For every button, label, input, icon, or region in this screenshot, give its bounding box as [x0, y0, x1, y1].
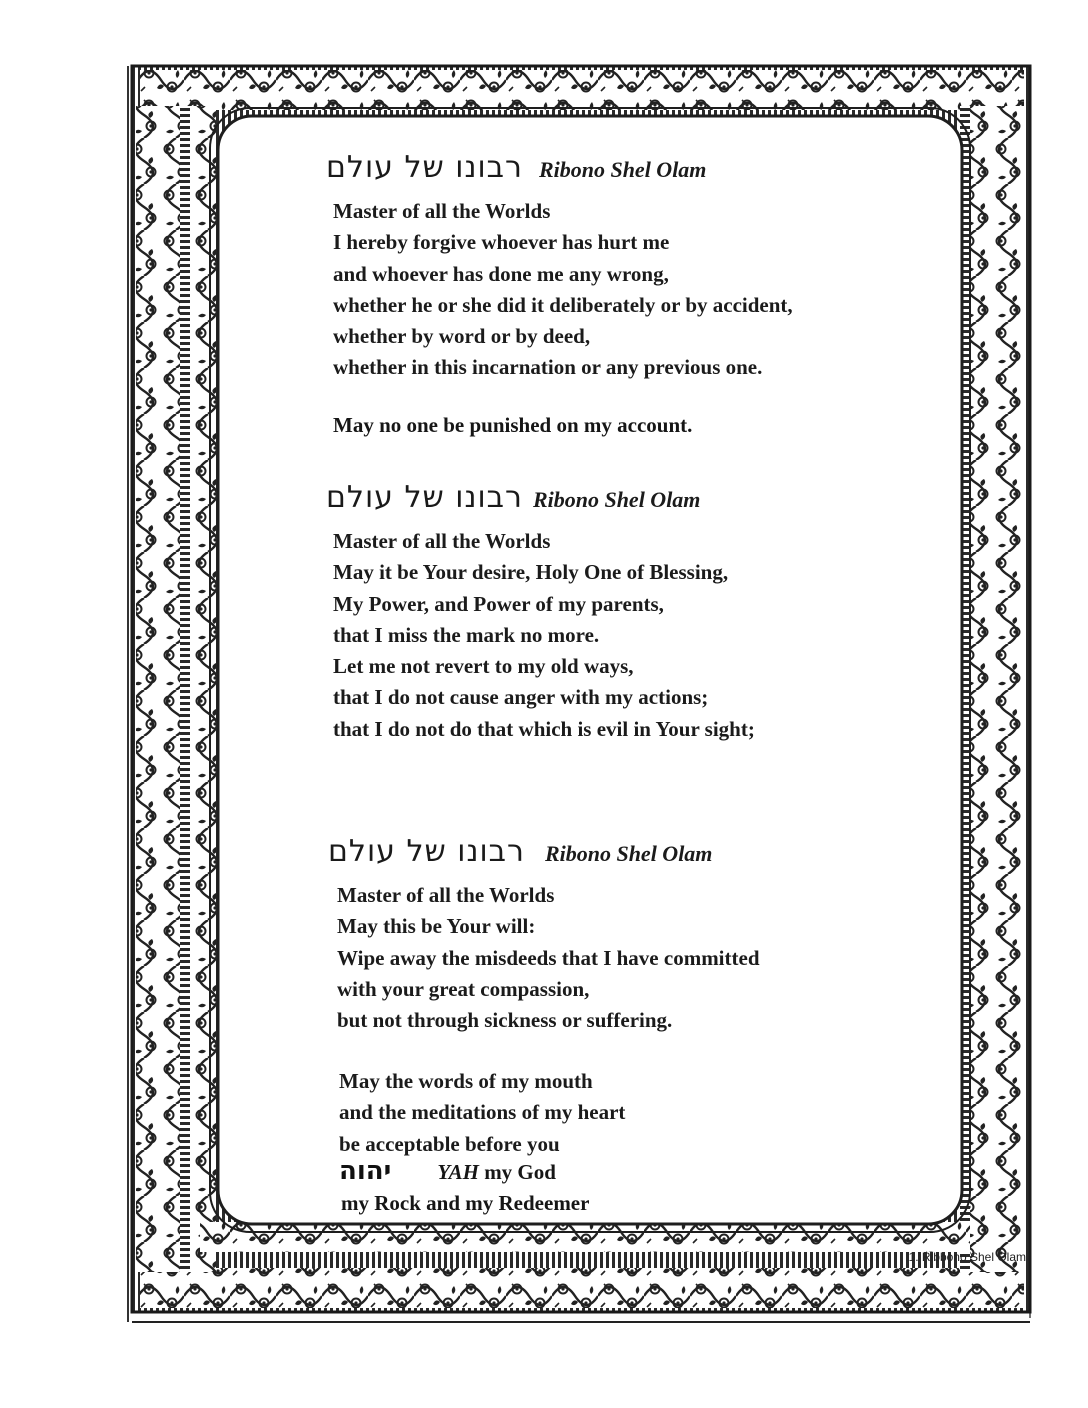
prayer-1-line: whether he or she did it deliberately or by accident, [333, 292, 793, 317]
prayer-1-transliteration: Ribono Shel Olam [538, 157, 707, 182]
prayer-1-line: whether in this incarnation or any previous one. [333, 355, 763, 380]
prayer-3-line: Wipe away the misdeeds that I have committed [337, 945, 760, 970]
prayer-3-line: May this be Your will: [337, 914, 536, 939]
page-footer: 1. Ribbono Shel Olam [908, 1250, 1026, 1264]
prayer-2-hebrew-title: רבונו של עולם [326, 480, 523, 515]
prayer-3-closing-line: and the meditations of my heart [339, 1100, 626, 1125]
prayer-1-line: and whoever has done me any wrong, [333, 261, 669, 286]
prayer-3-line: but not through sickness or suffering. [337, 1008, 673, 1033]
prayer-2-stanza [333, 526, 755, 745]
prayer-3-line: Master of all the Worlds [337, 883, 555, 907]
prayer-3-hebrew-title: רבונו של עולם [328, 834, 525, 869]
prayer-1-closing: May no one be punished on my account. [333, 413, 693, 437]
prayer-2-transliteration: Ribono Shel Olam [532, 487, 701, 512]
prayer-1-stanza [333, 196, 793, 384]
prayer-1-line: whether by word or by deed, [333, 324, 591, 349]
prayer-2-line: that I do not do that which is evil in Your sight; [333, 716, 755, 741]
prayer-3-closing-line: May the words of my mouth [339, 1069, 593, 1093]
yah-suffix: my God [478, 1160, 556, 1184]
prayer-3-closing-stanza [339, 1066, 625, 1160]
divine-name-latin [437, 1160, 556, 1185]
divine-name-row [339, 1156, 556, 1186]
prayer-3-final-line: my Rock and my Redeemer [341, 1191, 590, 1215]
prayer-3-line: with your great compassion, [337, 976, 590, 1001]
prayer-3-transliteration: Ribono Shel Olam [544, 841, 713, 866]
prayer-2-heading [326, 480, 700, 515]
prayer-3-closing-line: be acceptable before you [339, 1131, 560, 1156]
prayer-3-stanza [337, 880, 760, 1036]
prayer-2-line: Master of all the Worlds [333, 529, 551, 553]
prayer-2-line: May it be Your desire, Holy One of Blessing, [333, 560, 729, 585]
prayer-2-line: that I miss the mark no more. [333, 622, 600, 647]
prayer-1-heading [326, 150, 706, 185]
yah-word: YAH [437, 1160, 479, 1184]
prayer-2-line: that I do not cause anger with my actions; [333, 685, 709, 710]
prayer-2-line: My Power, and Power of my parents, [333, 591, 664, 616]
prayer-2-line: Let me not revert to my old ways, [333, 654, 634, 679]
divine-name-hebrew: יהוה [339, 1156, 392, 1186]
prayer-3-heading [328, 834, 712, 869]
prayer-1-line: Master of all the Worlds [333, 199, 551, 223]
prayer-1-hebrew-title: רבונו של עולם [326, 150, 523, 185]
prayer-1-line: I hereby forgive whoever has hurt me [333, 230, 670, 255]
